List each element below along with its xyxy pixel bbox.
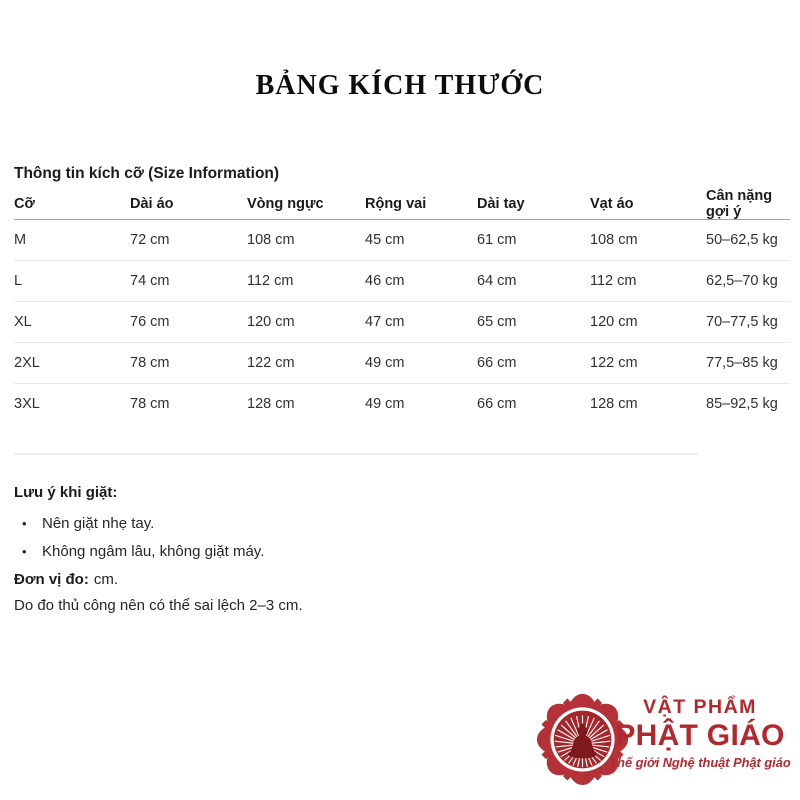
measurement-cell: 70–77,5 kg [706, 314, 778, 330]
table-body [14, 220, 790, 424]
table-row [14, 302, 790, 343]
measurement-cell: 112 cm [247, 273, 294, 289]
measurement-cell: 65 cm [477, 314, 517, 330]
page-title: BẢNG KÍCH THƯỚC [255, 70, 545, 101]
measurement-cell: 66 cm [477, 355, 517, 371]
size-info-heading: Thông tin kích cỡ (Size Information) [14, 165, 280, 182]
measurement-cell: 120 cm [247, 314, 295, 330]
measurement-cell: 74 cm [130, 273, 170, 289]
table-row [14, 343, 790, 384]
table-row [14, 384, 790, 424]
wash-bullet-text: Nên giặt nhẹ tay. [42, 515, 155, 532]
measurement-cell: 122 cm [247, 355, 295, 371]
size-cell: XL [14, 314, 32, 330]
measurement-cell: 120 cm [590, 314, 638, 330]
wash-bullet-item [14, 514, 303, 533]
logo-line1: VẬT PHẨM [643, 696, 757, 718]
measurement-cell: 78 cm [130, 396, 170, 412]
bullet-icon: • [22, 516, 27, 531]
column-header-size: Cỡ [14, 196, 35, 212]
wash-bullet-text: Không ngâm lâu, không giặt máy. [42, 543, 265, 560]
column-header-weight: Cân nặng gợi ý [706, 188, 773, 220]
logo-tagline: Thế giới Nghệ thuật Phật giáo [609, 754, 791, 770]
bullet-icon: • [22, 544, 27, 559]
measurement-cell: 61 cm [477, 232, 517, 248]
table-row [14, 220, 790, 261]
measure-unit-label: Đơn vị đo: [14, 571, 89, 588]
size-table [14, 188, 790, 424]
measurement-cell: 77,5–85 kg [706, 355, 778, 371]
measurement-cell: 45 cm [365, 232, 405, 248]
logo-text [606, 698, 794, 769]
measurement-cell: 122 cm [590, 355, 638, 371]
measure-unit-line [14, 570, 303, 589]
measurement-cell: 46 cm [365, 273, 405, 289]
size-cell: M [14, 232, 27, 248]
size-cell: 3XL [14, 396, 40, 412]
size-cell: 2XL [14, 355, 40, 371]
measurement-cell: 49 cm [365, 355, 405, 371]
measurement-cell: 112 cm [590, 273, 637, 289]
measurement-cell: 47 cm [365, 314, 405, 330]
measurement-cell: 108 cm [590, 232, 638, 248]
logo-line2: PHẬT GIÁO [615, 718, 785, 752]
wash-bullet-item [14, 542, 303, 561]
column-header-shoulder: Rộng vai [365, 196, 427, 212]
table-row [14, 261, 790, 302]
column-header-sleeve: Dài tay [477, 196, 525, 212]
measurement-cell: 66 cm [477, 396, 517, 412]
wash-note-heading: Lưu ý khi giặt: [14, 484, 118, 501]
brand-logo [536, 693, 794, 788]
measurement-cell: 64 cm [477, 273, 517, 289]
measurement-cell: 78 cm [130, 355, 170, 371]
tolerance-note: Do đo thủ công nên có thể sai lệch 2–3 cm. [14, 597, 303, 614]
measurement-cell: 62,5–70 kg [706, 273, 778, 289]
measurement-cell: 49 cm [365, 396, 405, 412]
column-header-shirt-length: Dài áo [130, 196, 174, 212]
measurement-cell: 76 cm [130, 314, 170, 330]
measurement-cell: 50–62,5 kg [706, 232, 778, 248]
measurement-cell: 108 cm [247, 232, 295, 248]
size-cell: L [14, 273, 23, 289]
measurement-cell: 128 cm [590, 396, 638, 412]
measurement-cell: 85–92,5 kg [706, 396, 778, 412]
column-header-chest: Vòng ngực [247, 196, 324, 212]
measurement-cell: 128 cm [247, 396, 295, 412]
section-divider [14, 453, 698, 455]
measure-unit-value: cm. [93, 571, 118, 588]
table-header-row [14, 188, 790, 220]
column-header-hem: Vạt áo [590, 196, 634, 212]
care-notes [14, 483, 303, 615]
measurement-cell: 72 cm [130, 232, 170, 248]
